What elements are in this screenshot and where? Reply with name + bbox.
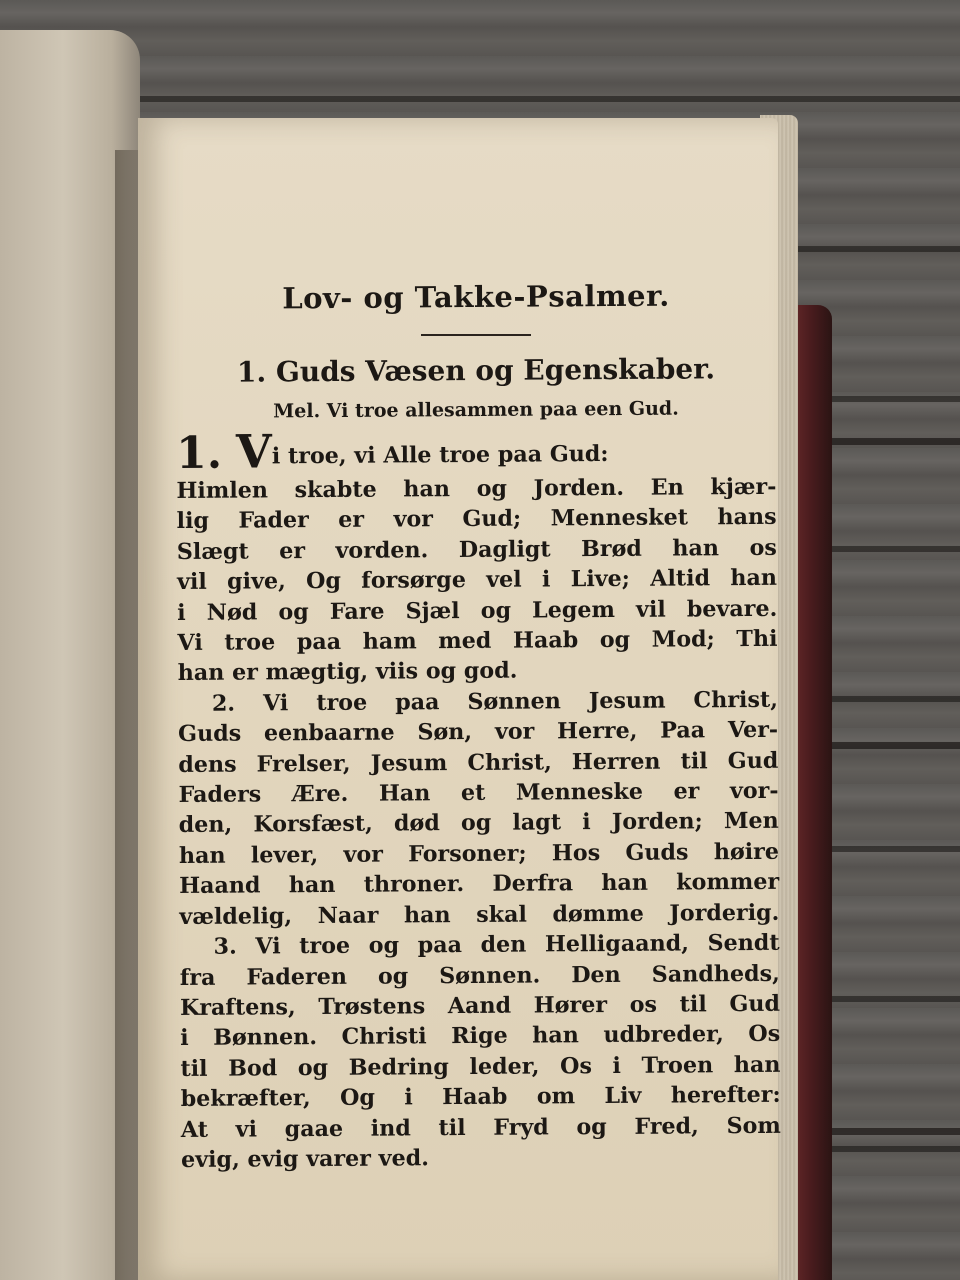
verse-line: Haand han throner. Derfra han kommer	[179, 869, 780, 900]
verse-line: bekræfter, Og i Haab om Liv herefter:	[180, 1081, 781, 1113]
verse-line: i Bønnen. Christi Rige han udbreder, Os	[180, 1021, 781, 1052]
verse-line: Guds eenbaarne Søn, vor Herre, Paa Ver-	[178, 717, 779, 748]
verse-line: evig, evig varer ved.	[180, 1145, 429, 1173]
plank-seam	[810, 742, 960, 749]
verse-1-first-line	[175, 424, 776, 479]
verse-line: vil give, Og forsørge vel i Live; Altid han	[176, 565, 778, 596]
plank-seam	[810, 1128, 960, 1135]
verse-line: At vi gaae ind til Fryd og Fred, Som	[180, 1112, 781, 1143]
hymn-title: 1. Guds Væsen og Egenskaber.	[236, 352, 716, 389]
verse-line: til Bod og Bedring leder, Os i Troen han	[180, 1051, 781, 1082]
verse-line: Slægt er vorden. Dagligt Brød han os	[176, 534, 777, 565]
book-page	[138, 118, 781, 1280]
plank-seam	[810, 438, 960, 445]
verse-line: Kraftens, Trøstens Aand Hører os til Gud	[179, 990, 781, 1021]
hymn-melody: Mel. Vi troe allesammen paa een Gud.	[273, 397, 679, 423]
verse-line: Faders Ære. Han et Menneske er vor-	[178, 777, 779, 809]
section-title: Lov- og Takke-Psalmer.	[282, 278, 670, 316]
verse-line: 3. Vi troe og paa den Helligaand, Sendt	[213, 929, 780, 960]
page-content	[175, 278, 781, 1175]
verse-line: dens Frelser, Jesum Christ, Herren til Gud	[178, 747, 779, 778]
title-rule	[421, 334, 531, 336]
verse-line: den, Korsfæst, død og lagt i Jorden; Men	[178, 808, 779, 839]
verse-line: han lever, vor Forsoner; Hos Guds høire	[178, 838, 780, 869]
verse-line: Vi troe paa ham med Haab og Mod; Thi	[177, 625, 778, 657]
drop-cap: V	[235, 424, 272, 479]
verse-line: han er mægtig, viis og god.	[177, 658, 518, 687]
verse-line: fra Faderen og Sønnen. Den Sandheds,	[179, 960, 780, 991]
verse-line: Himlen skabte han og Jorden. En kjær-	[176, 473, 777, 504]
verse-line: lig Fader er vor Gud; Mennesket hans	[176, 504, 777, 535]
verse-number: 1.	[175, 427, 223, 479]
verse-line: i troe, vi Alle troe paa Gud:	[271, 440, 609, 470]
verse-line: vældelig, Naar han skal dømme Jorderig.	[179, 899, 780, 930]
verse-line: i Nød og Fare Sjæl og Legem vil bevare.	[177, 595, 778, 626]
hymn-verses	[175, 424, 781, 1176]
verse-line: 2. Vi troe paa Sønnen Jesum Christ,	[211, 686, 778, 717]
